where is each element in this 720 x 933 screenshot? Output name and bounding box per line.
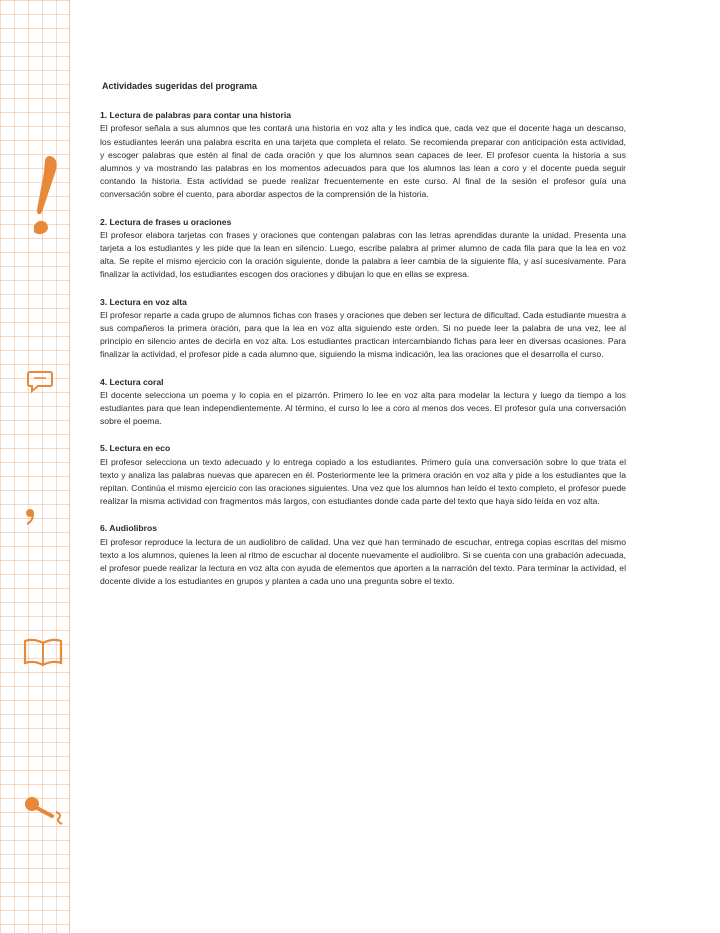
- section-5: [100, 442, 626, 508]
- section-body: El profesor señala a sus alumnos que les contará una historia en voz alta y les indica que, cada vez que el docente haga un descanso, los estudiantes leerán una palabra escrita en una tarjeta que completa el relato. Se recomienda preparar con anticipación esta actividad, y escoger palabras que estén al final de cada oración y que los alumnos sean capaces de leer. El profesor cuenta la historia a sus alumnos y va mostrando las palabras en los momentos adecuados para que los alumnos las lean a coro y el docente pueda seguir contando la historia. Esta actividad se puede realizar frecuentemente en este curso. Al final de la sesión el profesor guía una conversación sobre el cuento, para abordar aspectos de la comprensión de la historia.: [100, 123, 626, 200]
- magnifier-icon: [22, 794, 68, 828]
- open-book-icon: [22, 636, 64, 668]
- section-1: [100, 109, 626, 201]
- section-6: [100, 522, 626, 588]
- section-2: [100, 216, 626, 282]
- section-body: El profesor selecciona un texto adecuado y lo entrega copiado a los estudiantes. Primero guía una conversación sobre lo que trata el texto y analiza las palabras nuevas que aparecen en él. Posteriormente lee la primera oración en voz alta y pide a los estudiantes que la repitan. Continúa el mismo ejercicio con las oraciones siguientes. Una vez que los alumnos han leído el texto completo, el profesor puede realizar la misma actividad con fragmentos más largos, con estudiantes donde cada parte del texto que haya sido leída en voz alta.: [100, 456, 626, 507]
- section-4: [100, 376, 626, 429]
- speech-bubble-icon: [26, 368, 54, 394]
- section-title: 4. Lectura coral: [100, 376, 164, 387]
- section-body: El docente selecciona un poema y lo copia en el pizarrón. Primero lo lee en voz alta para modelar la lectura y luego da tiempo a los estudiantes para que lean independientemente. Al término, el curso lo lee a coro al menos dos veces. El profesor guía una conversación sobre el poema.: [100, 389, 626, 427]
- section-title: 3. Lectura en voz alta: [100, 296, 187, 307]
- section-title: 1. Lectura de palabras para contar una historia: [100, 110, 292, 121]
- exclamation-icon: [28, 152, 62, 240]
- section-body: El profesor reparte a cada grupo de alumnos fichas con frases y oraciones que deben ser lectura de dificultad. Cada estudiante muestra a sus compañeros la primera oración, para que la lea en voz alta siguiendo este orden. Si no puede leer la palabra de una vez, lee al principio en silencio antes de decirla en voz alta. Los estudiantes practican intercambiando fichas para leer en diversas ocasiones. Para finalizar la actividad, el profesor pide a cada alumno que, siguiendo la misma indicación, lea las oraciones que el desarrolla el curso.: [100, 309, 626, 360]
- section-title: 5. Lectura en eco: [100, 443, 171, 454]
- document-body: [100, 80, 626, 603]
- section-body: El profesor reproduce la lectura de un audiolibro de calidad. Una vez que han terminado de escuchar, entrega copias escritas del mismo texto a los alumnos, quienes la leen al ritmo de escuchar al docente nuevamente el audiolibro. Si se cuenta con una grabación adecuada, el profesor puede realizar la lectura en voz alta con ayuda de elementos que aporten a la narración del texto. Para terminar la actividad, el docente divide a los estudiantes en grupos y plantea a cada uno una pregunta sobre el texto.: [100, 536, 626, 587]
- section-title: 6. Audiolibros: [100, 523, 157, 534]
- page-heading: Actividades sugeridas del programa: [102, 81, 258, 91]
- section-3: [100, 296, 626, 362]
- section-title: 2. Lectura de frases u oraciones: [100, 216, 232, 227]
- comma-icon: [24, 508, 36, 526]
- section-body: El profesor elabora tarjetas con frases y oraciones que contengan palabras con las letras aprendidas durante la unidad. Presenta una tarjeta a los estudiantes y les pide que la lean en silencio. Luego, escribe palabra al primer alumno de cada fila para que la lea en voz alta. Se repite el mismo ejercicio con la oración siguiente, donde la palabra a leer cambia de la siguiente fila, y así sucesivamente. Para finalizar la actividad, los estudiantes escogen dos oraciones y dibujan lo que en ellas se expresa.: [100, 229, 626, 280]
